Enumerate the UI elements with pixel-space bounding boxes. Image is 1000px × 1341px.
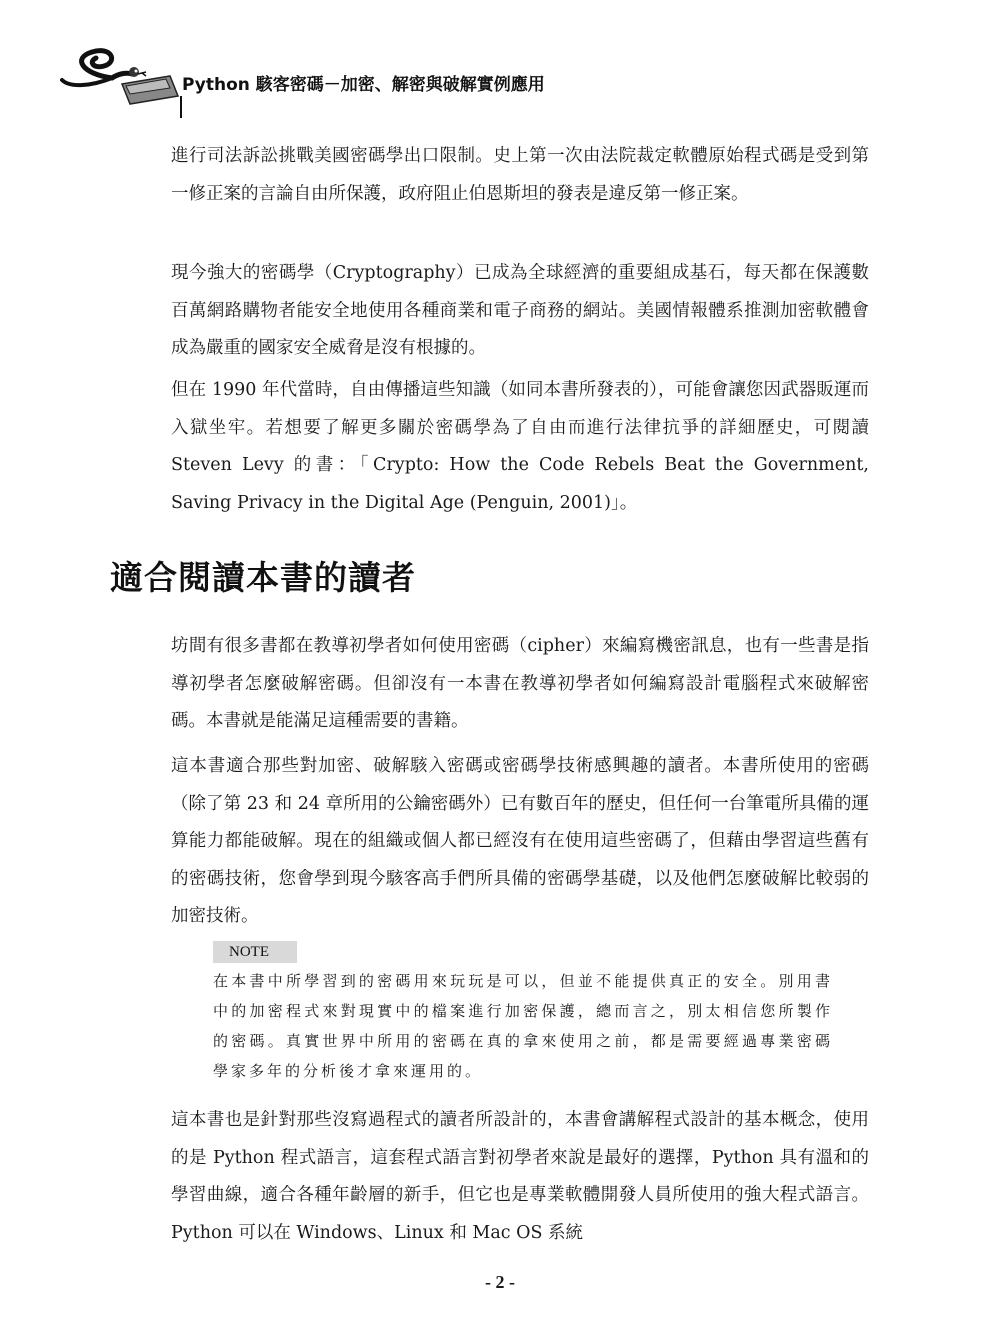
book-title: Python 駭客密碼－加密、解密與破解實例應用 — [182, 75, 545, 95]
paragraph: 但在 1990 年代當時，自由傳播這些知識（如同本書所發表的），可能會讓您因武器販運而入獄坐牢。若想要了解更多關於密碼學為了自由而進行法律抗爭的詳細歷史，可閱讀 Steven Levy 的書：「Crypto: How the Code Rebels Beat the Government, Saving Privacy in the Digital Age (Penguin, 2001)」。 — [171, 380, 869, 513]
note-label: NOTE — [213, 941, 297, 963]
paragraph: 進行司法訴訟挑戰美國密碼學出口限制。史上第一次由法院裁定軟體原始程式碼是受到第一修正案的言論自由所保護，政府阻止伯恩斯坦的發表是違反第一修正案。 — [171, 146, 869, 204]
paragraph: 坊間有很多書都在教導初學者如何使用密碼（cipher）來編寫機密訊息，也有一些書是指導初學者怎麼破解密碼。但卻沒有一本書在教導初學者如何編寫設計電腦程式來破解密碼。本書就是能滿足這種需要的書籍。 — [171, 636, 869, 731]
snake-laptop-logo-icon — [52, 44, 182, 108]
paragraph: 現今強大的密碼學（Cryptography）已成為全球經濟的重要組成基石，每天都在保護數百萬網路購物者能安全地使用各種商業和電子商務的網站。美國情報體系推測加密軟體會成為嚴重的國家安全威脅是沒有根據的。 — [171, 263, 869, 358]
section-heading: 適合閱讀本書的讀者 — [110, 558, 416, 597]
header-divider — [180, 96, 182, 118]
page-number: - 2 - — [485, 1272, 515, 1292]
running-header — [52, 44, 572, 104]
paragraph: 這本書適合那些對加密、破解駭入密碼或密碼學技術感興趣的讀者。本書所使用的密碼（除了第 23 和 24 章所用的公鑰密碼外）已有數百年的歷史，但任何一台筆電所具備的運算能力都能破解。現在的組織或個人都已經沒有在使用這些密碼了，但藉由學習這些舊有的密碼技術，您會學到現今駭客高手們所具備的密碼學基礎，以及他們怎麼破解比較弱的加密技術。 — [171, 756, 869, 926]
paragraph: 這本書也是針對那些沒寫過程式的讀者所設計的，本書會講解程式設計的基本概念，使用的是 Python 程式語言，這套程式語言對初學者來說是最好的選擇，Python 具有溫和的學習曲線，適合各種年齡層的新手，但它也是專業軟體開發人員所使用的強大程式語言。Python 可以在 Windows、Linux 和 Mac OS 系統 — [171, 1110, 869, 1243]
note-text: 在本書中所學習到的密碼用來玩玩是可以，但並不能提供真正的安全。別用書中的加密程式來對現實中的檔案進行加密保護，總而言之，別太相信您所製作的密碼。真實世界中所用的密碼在真的拿來使用之前，都是需要經過專業密碼學家多年的分析後才拿來運用的。 — [213, 972, 833, 1080]
